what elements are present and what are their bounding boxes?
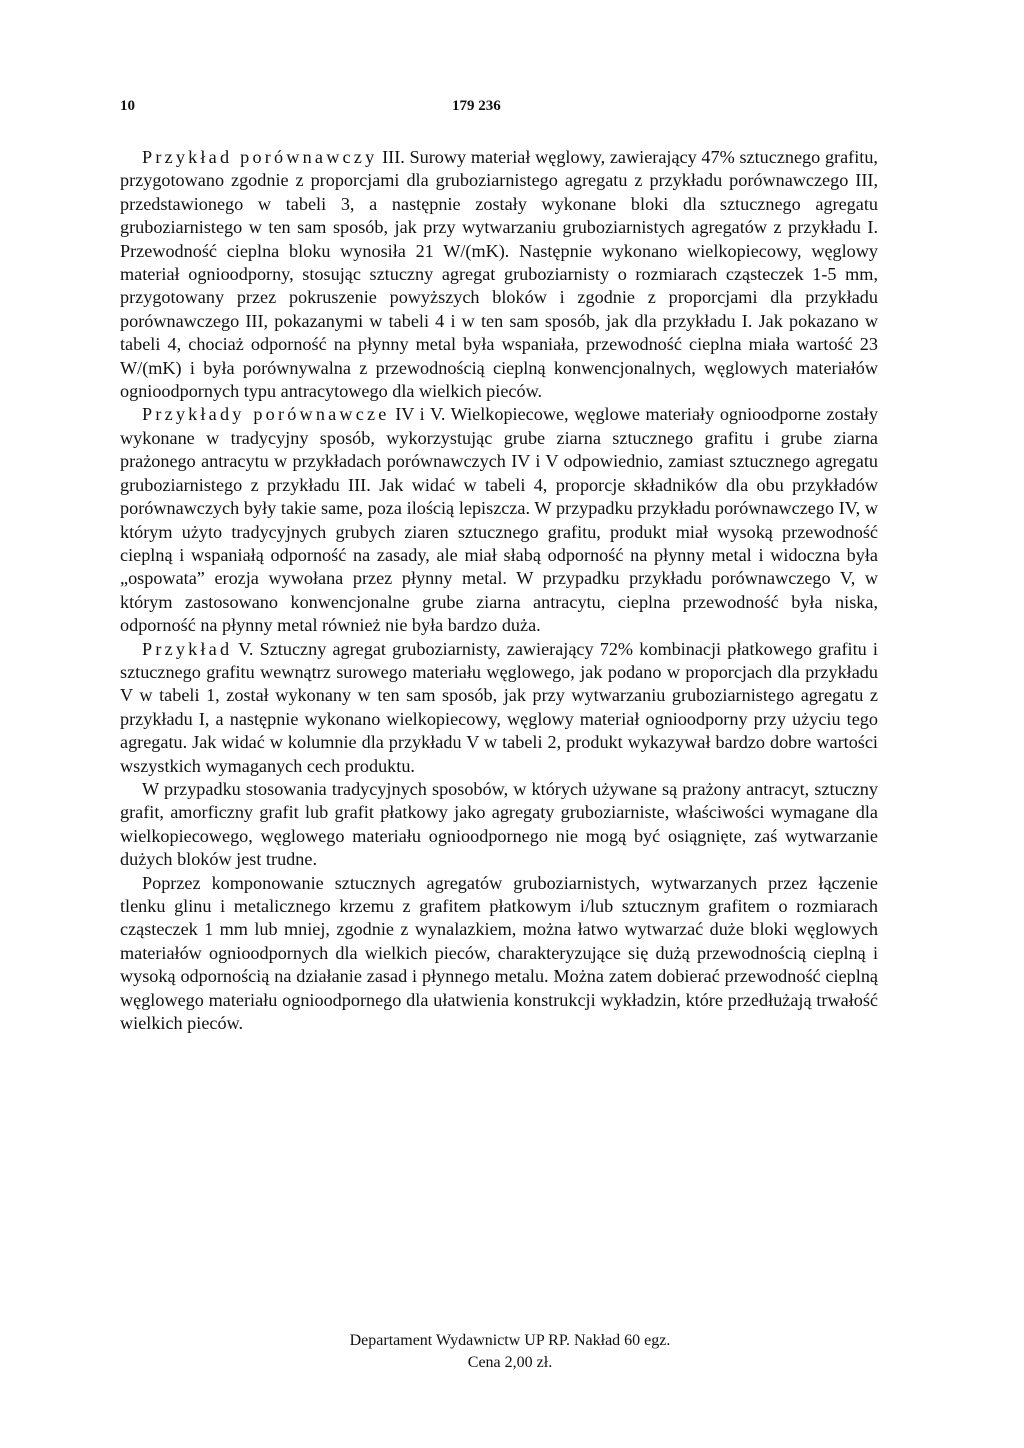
example-heading: Przykłady porównawcze xyxy=(142,404,390,425)
paragraph-traditional-methods xyxy=(120,778,878,872)
example-heading: Przykład porównawczy xyxy=(142,147,378,167)
paragraph-comparative-examples-4-5 xyxy=(120,403,878,637)
price-note: Cena 2,00 zł. xyxy=(467,1354,553,1371)
page-number: 10 xyxy=(120,98,135,114)
publisher-note: Departament Wydawnictw UP RP. Nakład 60 egz. xyxy=(349,1332,671,1349)
paragraph-text: W przypadku stosowania tradycyjnych sposobów, w których używane są prażony antracyt, sztuczny grafit, amorficzny grafit lub grafit płatkowy jako agregaty gruboziarniste, właściwości wymagane dla wielkopiecowego, węglowego materiału ognioodpornego nie mogą być osiągnięte, zaś wytwarzanie dużych bloków jest trudne. xyxy=(120,778,878,870)
paragraph-example-5 xyxy=(120,638,878,778)
paragraph-text: Poprzez komponowanie sztucznych agregatów gruboziarnistych, wytwarzanych przez łączenie tlenku glinu i metalicznego krzemu z grafitem płatkowym i/lub sztucznym grafitem o rozmiarach cząsteczek 1 mm lub mniej, zgodnie z wynalazkiem, można łatwo wytwarzać duże bloki węglowych materiałów ognioodpornych dla wielkich pieców, charakteryzujące się dużą przewodnością cieplną i wysoką odpornością na działanie zasad i płynnego metalu. Można zatem dobierać przewodność cieplną węglowego materiału ognioodpornego dla ułatwienia konstrukcji wykładzin, które przedłużają trwałość wielkich pieców. xyxy=(120,872,878,1034)
page-header xyxy=(120,98,900,122)
paragraph-text: III. Surowy materiał węglowy, zawierający 47% sztucznego grafitu, przygotowano zgodnie z proporcjami dla gruboziarnistego agregatu z przykładu porównawczego III, przedstawionego w tabeli 3, a następnie zostały wykonane bloki dla sztucznego agregatu gruboziarnistego w ten sam sposób, jak przy wytwarzaniu gruboziarnistych agregatów z przykładu I. Przewodność cieplna bloku wynosiła 21 W/(mK). Następnie wykonano wielkopiecowy, węglowy materiał ognioodporny, stosując sztuczny agregat gruboziarnisty o rozmiarach cząsteczek 1-5 mm, przygotowany przez pokruszenie powyższych bloków i zgodnie z proporcjami dla przykładu porównawczego III, pokazanymi w tabeli 4 i w ten sam sposób, jak dla przykładu I. Jak pokazano w tabeli 4, chociaż odporność na płynny metal była wspaniała, przewodność cieplna miała wartość 23 W/(mK) i była porównywalna z przewodnością cieplną konwencjonalnych, węglowych materiałów ognioodpornych typu antracytowego dla wielkich pieców. xyxy=(120,147,878,402)
paragraph-text: V. Sztuczny agregat gruboziarnisty, zawierający 72% kombinacji płatkowego grafitu i sztucznego grafitu wewnątrz surowego materiału węglowego, jak podano w proporcjach dla przykładu V w tabeli 1, został wykonany w ten sam sposób, jak przy wytwarzaniu gruboziarnistego agregatu z przykładu I, a następnie wykonano wielkopiecowy, węglowy materiał ognioodporny przy użyciu tego agregatu. Jak widać w kolumnie dla przykładu V w tabeli 2, produkt wykazywał bardzo dobre wartości wszystkich wymaganych cech produktu. xyxy=(120,638,878,776)
paragraph-comparative-example-3 xyxy=(120,146,878,403)
example-heading: Przykład xyxy=(142,638,233,659)
patent-number: 179 236 xyxy=(452,98,501,114)
document-body xyxy=(120,146,878,1035)
paragraph-text: IV i V. Wielkopiecowe, węglowe materiały ognioodporne zostały wykonane w tradycyjny sposób, wykorzystując grube ziarna sztucznego grafitu i grube ziarna prażonego antracytu w przykładach porównawczych IV i V odpowiednio, zamiast sztucznego agregatu gruboziarnistego z przykładu III. Jak widać w tabeli 4, proporcje składników dla obu przykładów porównawczych były takie same, poza ilością lepiszcza. W przypadku przykładu porównawczego IV, w którym użyto tradycyjnych grubych ziaren sztucznego grafitu, produkt miał wysoką przewodność cieplną i wspaniałą odporność na zasady, ale miał słabą odporność na płynny metal i widoczna była „ospowata” erozja wywołana przez płynny metal. W przypadku przykładu porównawczego V, w którym zastosowano konwencjonalne grube ziarna antracytu, cieplna przewodność była niska, odporność na płynny metal również nie była bardzo duża. xyxy=(120,404,878,636)
page-footer xyxy=(120,1330,900,1374)
paragraph-conclusion xyxy=(120,872,878,1036)
